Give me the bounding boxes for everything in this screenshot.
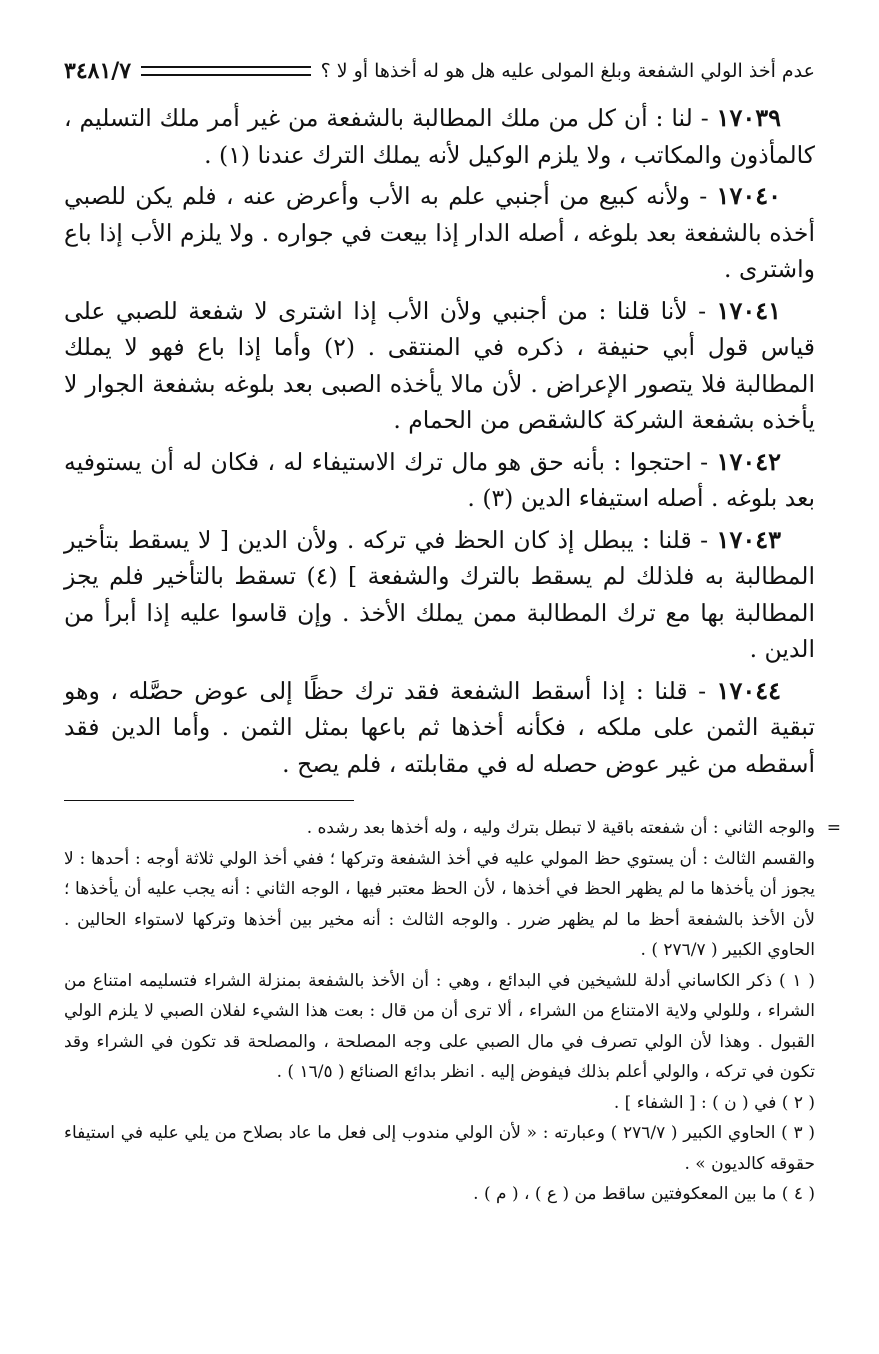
paragraph: [64, 444, 815, 517]
page-number: ٣٤٨١/٧: [64, 58, 132, 84]
running-header: [64, 46, 815, 96]
paragraph-text: - ولأنه كبيع من أجنبي علم به الأب وأعرض عنه ، فلم يكن للصبي أخذه بالشفعة بعد بلوغه ، أصله الدار إذا بيعت في جواره . ولا يلزم الأب إذا باع واشترى .: [64, 182, 815, 283]
paragraph: [64, 522, 815, 668]
footnote: [64, 1088, 815, 1119]
footnote-text: ( ١ ) ذكر الكاساني أدلة للشيخين في البدائع ، وهي : أن الأخذ بالشفعة بمنزلة الشراء فتسليمه امتناع من الشراء ، وللولي ولاية الامتناع من الشراء ، ألا ترى أن من قال : بعت هذا الشيء لفلان الصبي لا يلزم الولي القبول . وهذا لأن الولي تصرف في مال الصبي على وجه المصلحة ، والمصلحة قد تكون في الشراء وقد تكون في تركه ، والولي أعلم بذلك فيفوض إليه . انظر بدائع الصنائع ( ١٦/٥ ) .: [64, 970, 815, 1082]
footnote-text: ( ٢ ) في ( ن ) : [ الشفاء ] .: [613, 1092, 815, 1113]
paragraph-number: ١٧٠٤٣: [716, 524, 781, 554]
paragraph-number: ١٧٠٤٤: [716, 675, 781, 705]
footnote-continuation: [64, 844, 815, 966]
paragraph-text: - لنا : أن كل من ملك المطالبة بالشفعة من غير أمر ملك التسليم ، كالمأذون والمكاتب ، ولا يلزم الوكيل لأنه يملك الترك عندنا (١) .: [64, 104, 815, 169]
paragraph-number: ١٧٠٤١: [716, 295, 781, 325]
paragraph-text: - احتجوا : بأنه حق هو مال ترك الاستيفاء له ، فكان له أن يستوفيه بعد بلوغه . أصله استيفاء الدين (٣) .: [64, 447, 815, 512]
main-text: [64, 100, 815, 782]
footnote: [64, 1118, 815, 1179]
footnote-text: ( ٣ ) الحاوي الكبير ( ٢٧٦/٧ ) وعبارته : « لأن الولي مندوب إلى فعل ما عاد بصلاح من يلي عليه في استيفاء حقوقه كالديون » .: [64, 1123, 815, 1174]
paragraph: [64, 293, 815, 439]
paragraph-number: ١٧٠٤٠: [716, 181, 781, 210]
header-rule: [141, 66, 310, 76]
footnotes: [64, 813, 841, 1210]
paragraph: [64, 100, 815, 173]
footnote: [64, 1179, 815, 1210]
paragraph-text: - قلنا : إذا أسقط الشفعة فقد ترك حظًا إلى عوض حصَّله ، وهو تبقية الثمن على ملكه ، فكأنه أخذها ثم باعها بمثل الثمن . وأما الدين فقد أسقطه من غير عوض حصله له في مقابلته ، فلم يصح .: [64, 676, 815, 778]
continuation-marker: =: [826, 818, 841, 838]
paragraph: [64, 673, 815, 783]
paragraph-number: ١٧٠٤٢: [716, 446, 781, 476]
footnote-text: ( ٤ ) ما بين المعكوفتين ساقط من ( ع ) ، ( م ) .: [473, 1184, 815, 1204]
paragraph-text: - لأنا قلنا : من أجنبي ولأن الأب إذا اشترى لا شفعة للصبي على قياس قول أبي حنيفة ، ذكره في المنتقى . (٢) وأما إذا باع فهو لا يملك المطالبة فلا يتصور الإعراض . لأن مالا يأخذه الصبى بعد بلوغه بشفعة الجوار لا يأخذه بشفعة الشركة كالشقص من الحمام .: [64, 296, 815, 434]
header-title: عدم أخذ الولي الشفعة وبلغ المولى عليه هل هو له أخذها أو لا ؟: [320, 60, 815, 82]
footnote-text: والوجه الثاني : أن شفعته باقية لا تبطل بترك وليه ، وله أخذها بعد رشده .: [306, 818, 815, 838]
paragraph-number: ١٧٠٣٩: [716, 103, 781, 132]
paragraph-text: - قلنا : يبطل إذ كان الحظ في تركه . ولأن الدين [ لا يسقط بتأخير المطالبة به فلذلك لم يسقط بالترك والشفعة ] (٤) تسقط بالتأخير فلم يجز المطالبة بها مع ترك المطالبة ممن يملك الأخذ . وإن قاسوا عليه إذا أبرأ من الدين .: [64, 525, 815, 663]
footnote-text: والقسم الثالث : أن يستوي حظ المولي عليه في أخذ الشفعة وتركها ؛ ففي أخذ الولي ثلاثة أوجه : أحدها : لا يجوز أن يأخذها ما لم يظهر الحظ في أخذها ، لأن الحظ معتبر فيها ، الوجه الثاني : أنه يجب عليه أن يأخذها ؛ لأن الأخذ بالشفعة أحظ ما لم يظهر ضرر . والوجه الثالث : أنه مخير بين أخذها وتركها لاستواء الحالين . الحاوي الكبير ( ٢٧٦/٧ ) .: [64, 848, 815, 960]
footnote: [64, 966, 815, 1088]
paragraph: [64, 178, 815, 288]
footnote-continuation: [64, 813, 841, 844]
footnote-separator: [64, 800, 354, 801]
